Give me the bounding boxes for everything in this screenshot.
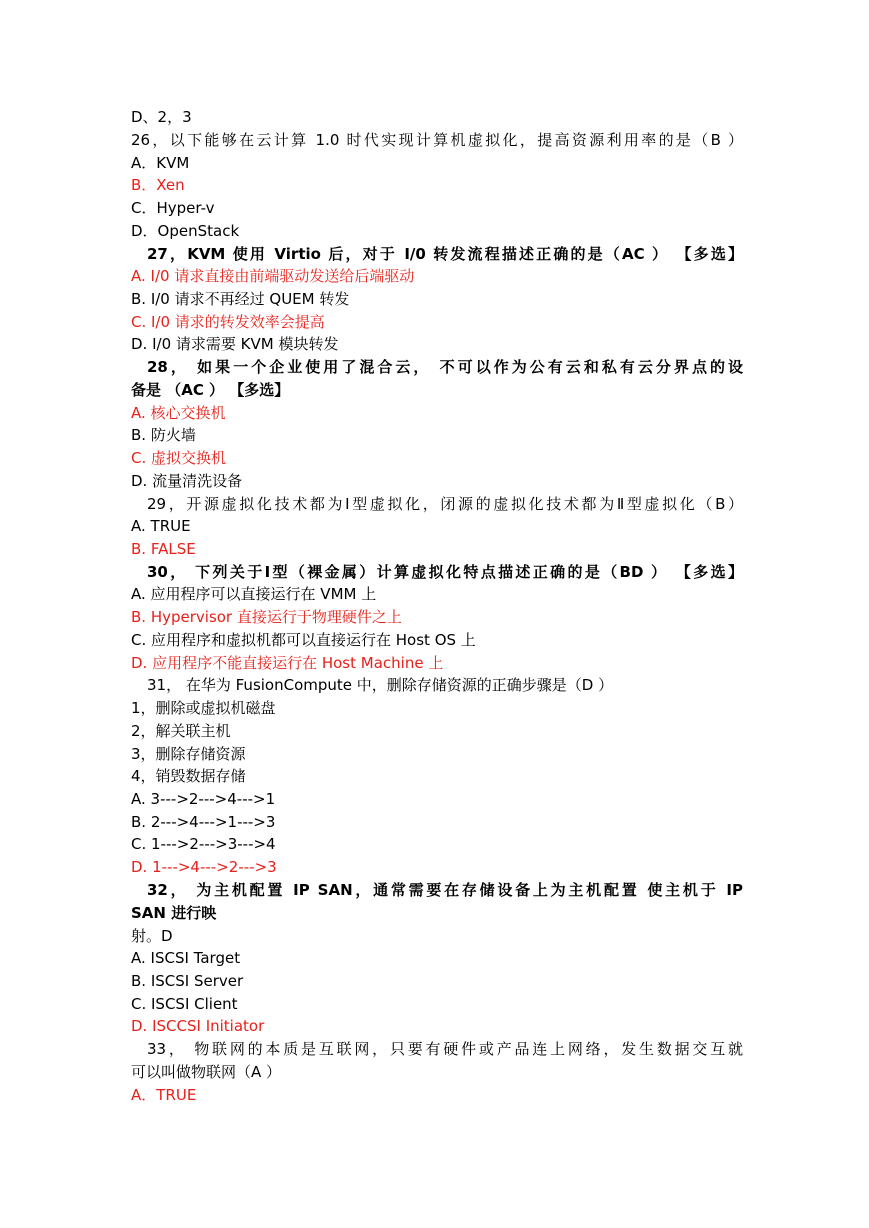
text-line: B. I/0 请求不再经过 QUEM 转发 xyxy=(131,290,350,308)
text-line: D. I/0 请求需要 KVM 模块转发 xyxy=(131,335,339,353)
text-line: 3，删除存储资源 xyxy=(131,745,246,763)
text-line: C．Hyper-v xyxy=(131,199,215,217)
text-line: 可以叫做物联网（A ） xyxy=(131,1063,282,1081)
text-line: C. ISCSI Client xyxy=(131,995,238,1013)
text-line: B. 防火墙 xyxy=(131,426,196,444)
answer-line: B. FALSE xyxy=(131,540,196,558)
answer-line: C. I/0 请求的转发效率会提高 xyxy=(131,313,325,331)
text-line: B. ISCSI Server xyxy=(131,972,244,990)
answer-line: C. 虚拟交换机 xyxy=(131,449,227,467)
text-line: A. 应用程序可以直接运行在 VMM 上 xyxy=(131,585,377,603)
text-line: 31， 在华为 FusionCompute 中，删除存储资源的正确步骤是（D ） xyxy=(147,676,614,694)
text-line: A. 3--->2--->4--->1 xyxy=(131,790,276,808)
answer-line: A. I/0 请求直接由前端驱动发送给后端驱动 xyxy=(131,267,415,285)
text-line: B. 2--->4--->1--->3 xyxy=(131,813,276,831)
text-line: 1，删除或虚拟机磁盘 xyxy=(131,699,276,717)
text-line: D、2，3 xyxy=(131,108,192,126)
answer-line: D. ISCCSI Initiator xyxy=(131,1017,265,1035)
text-line: SAN 进行映 xyxy=(131,904,217,922)
text-line: C. 1--->2--->3--->4 xyxy=(131,835,276,853)
answer-line: B. Hypervisor 直接运行于物理硬件之上 xyxy=(131,608,402,626)
text-line: 27，KVM 使用 Virtio 后，对于 I/0 转发流程描述正确的是（AC ） 【多选】 xyxy=(147,245,743,263)
answer-line: D. 应用程序不能直接运行在 Host Machine 上 xyxy=(131,654,444,672)
text-line: 33， 物联网的本质是互联网，只要有硬件或产品连上网络，发生数据交互就 xyxy=(147,1040,743,1058)
text-line: 26，以下能够在云计算 1.0 时代实现计算机虚拟化，提高资源利用率的是（B ） xyxy=(131,131,743,149)
text-line: 射。D xyxy=(131,927,173,945)
answer-line: A．TRUE xyxy=(131,1086,197,1104)
text-line: 30， 下列关于Ⅰ型（裸金属）计算虚拟化特点描述正确的是（BD ） 【多选】 xyxy=(147,563,743,581)
text-line: A. ISCSI Target xyxy=(131,949,241,967)
answer-line: A. 核心交换机 xyxy=(131,404,226,422)
text-line: 29，开源虚拟化技术都为Ⅰ型虚拟化，闭源的虚拟化技术都为Ⅱ型虚拟化（B） xyxy=(147,495,743,513)
text-line: 4，销毁数据存储 xyxy=(131,767,246,785)
text-line: A. TRUE xyxy=(131,517,191,535)
text-line: A．KVM xyxy=(131,154,190,172)
answer-line: B．Xen xyxy=(131,176,185,194)
text-line: D. 流量清洗设备 xyxy=(131,472,243,490)
answer-line: D. 1--->4--->2--->3 xyxy=(131,858,277,876)
text-line: C. 应用程序和虚拟机都可以直接运行在 Host OS 上 xyxy=(131,631,476,649)
text-line: 32， 为主机配置 IP SAN，通常需要在存储设备上为主机配置 使主机于 IP xyxy=(147,881,743,899)
text-line: D．OpenStack xyxy=(131,222,240,240)
text-line: 2，解关联主机 xyxy=(131,722,231,740)
text-line: 28， 如果一个企业使用了混合云， 不可以作为公有云和私有云分界点的设 xyxy=(147,358,743,376)
text-line: 备是 （AC ） 【多选】 xyxy=(131,381,290,399)
